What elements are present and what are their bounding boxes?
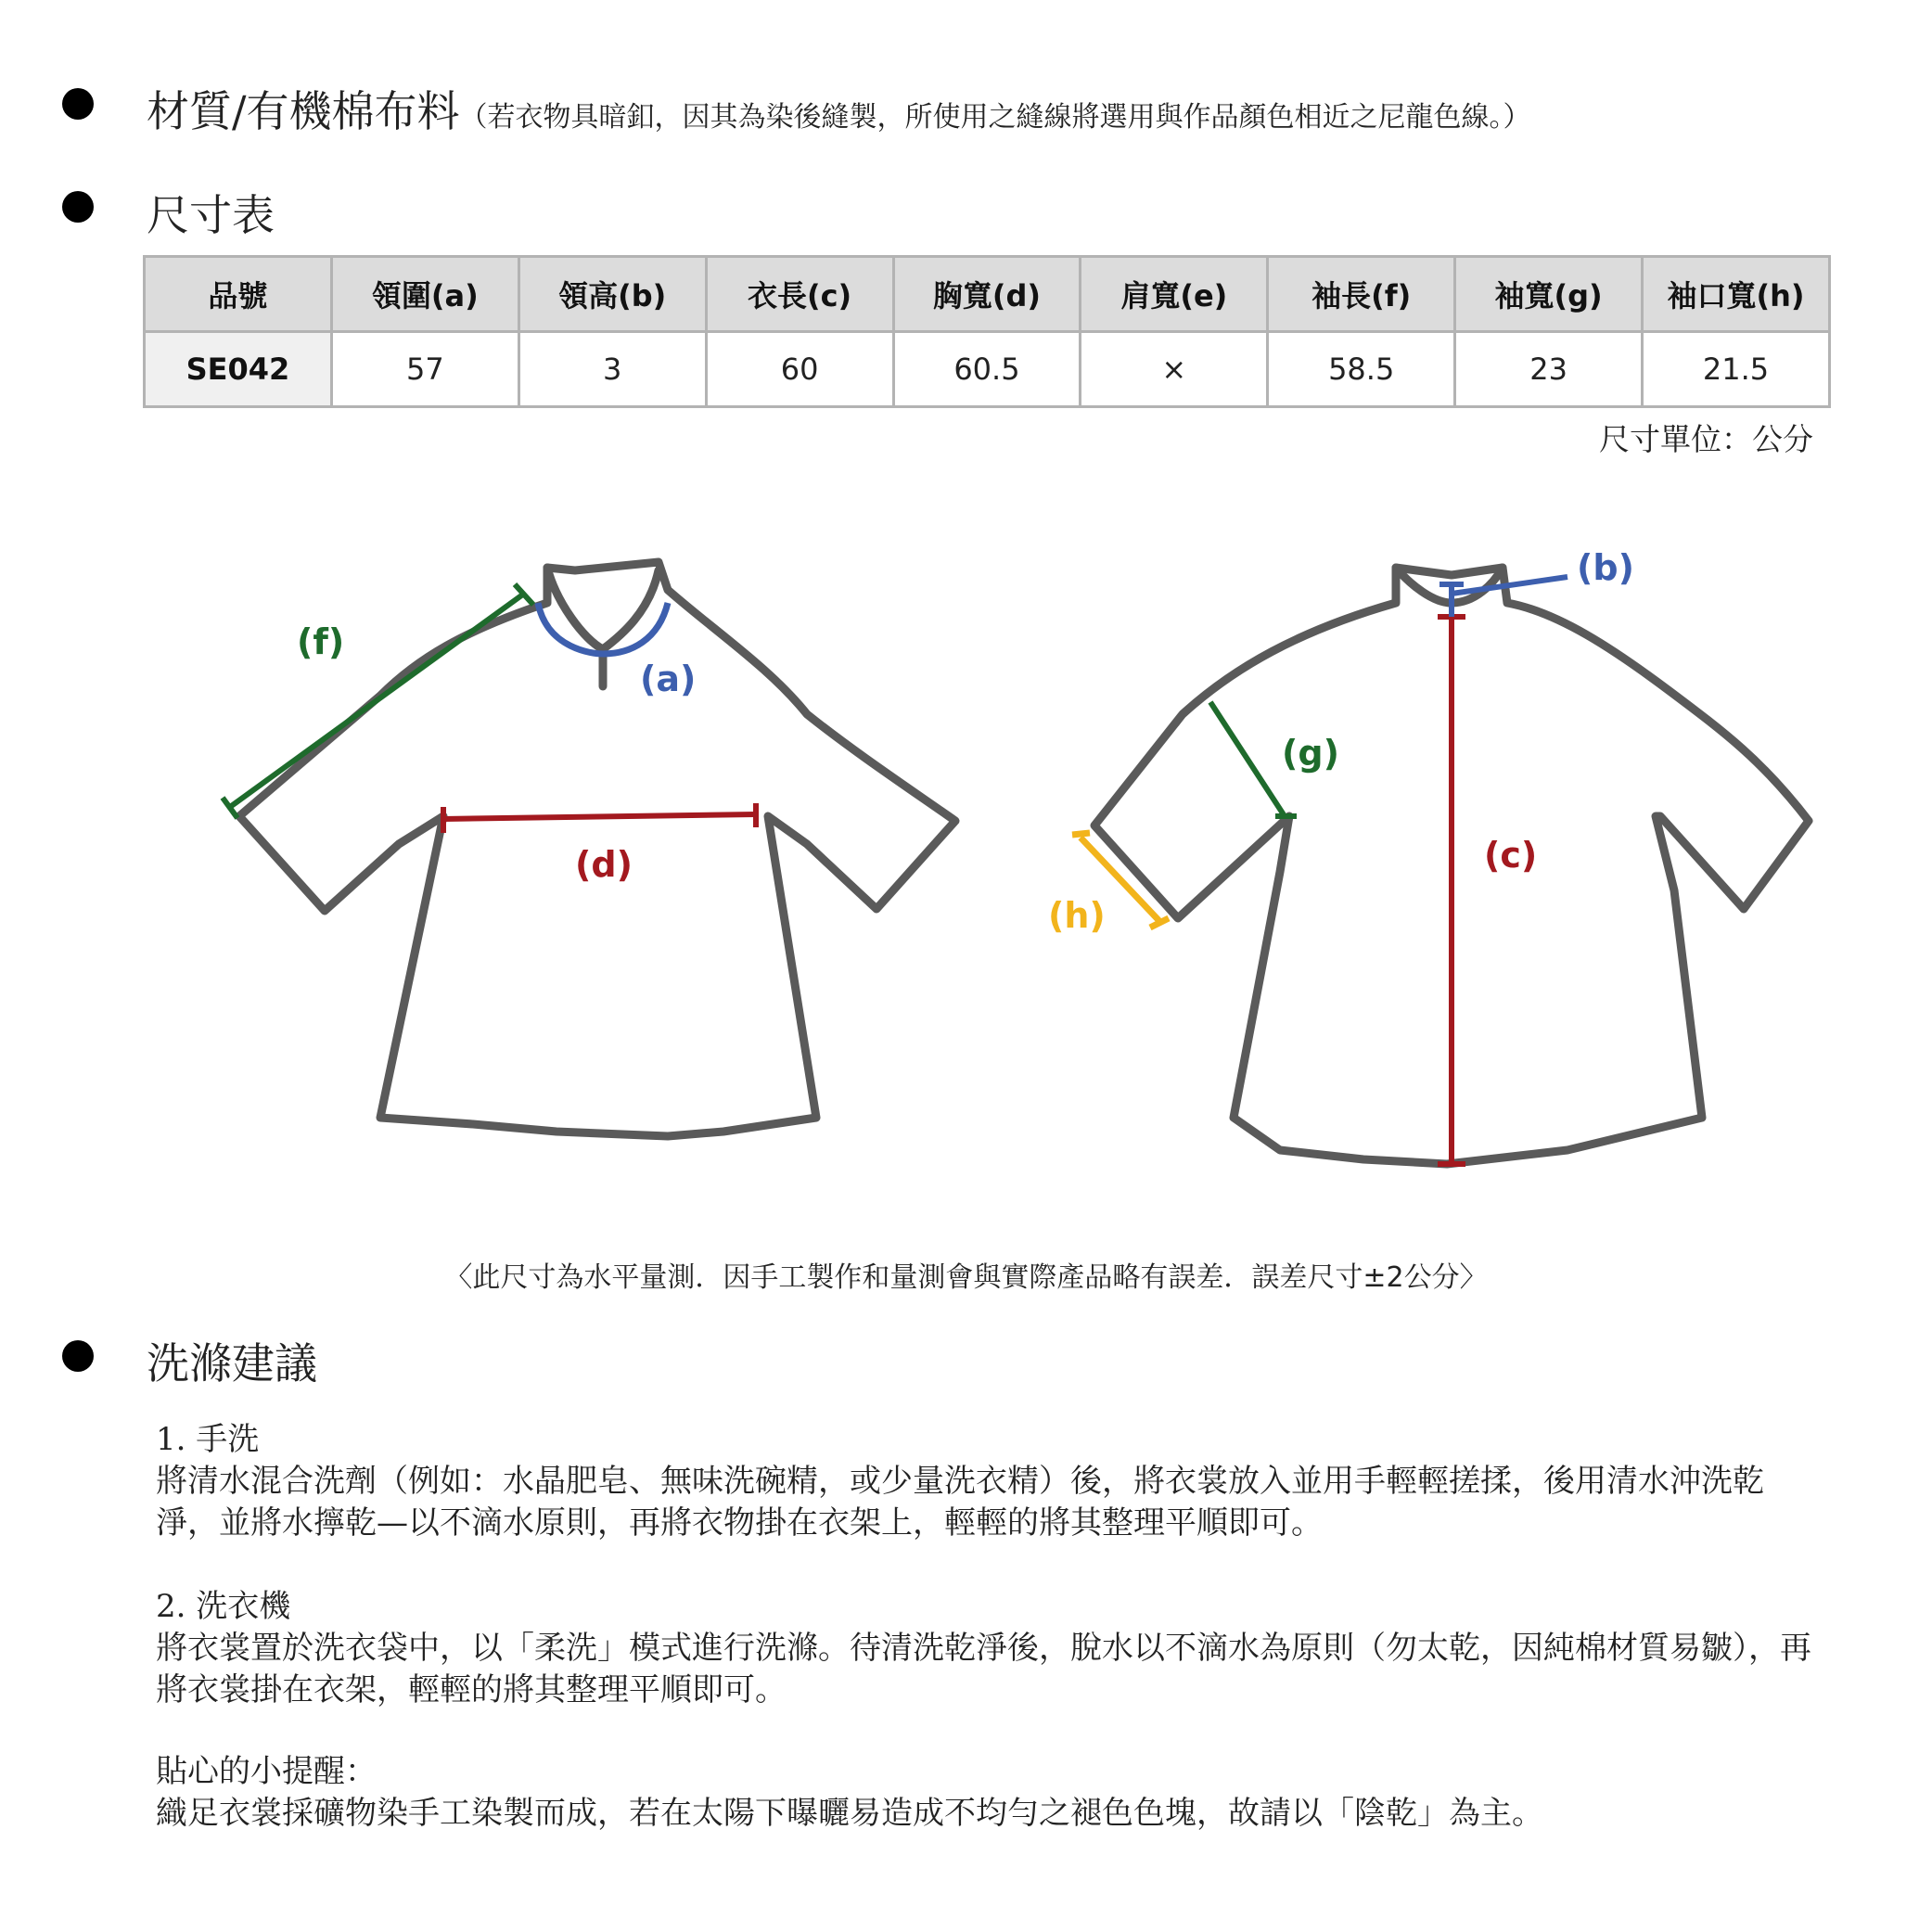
sleeve-length-line (223, 584, 533, 818)
table-header-cell: 衣長(c) (706, 257, 893, 332)
body-length-line (1438, 617, 1465, 1164)
table-header-cell: 袖長(f) (1268, 257, 1455, 332)
label-b: (b) (1577, 547, 1634, 588)
table-header-cell: 袖寬(g) (1455, 257, 1643, 332)
table-header-cell: 胸寬(d) (893, 257, 1081, 332)
table-cell: 23 (1455, 332, 1643, 407)
table-header-cell: 品號 (145, 257, 332, 332)
tip-title: 貼心的小提醒： (156, 1753, 377, 1790)
machine-wash-text: 將衣裳置於洗衣袋中，以「柔洗」模式進行洗滌。待清洗乾淨後，脫水以不滴水為原則（勿太乾，因純棉材質易皺），再將衣裳掛在衣架，輕輕的將其整理平順即可。 (156, 1630, 1811, 1708)
table-header-row (145, 257, 1830, 332)
measurement-diagram (0, 519, 1932, 1206)
label-f: (f) (297, 621, 345, 662)
table-header-cell: 領高(b) (518, 257, 706, 332)
machine-wash-title: 2. 洗衣機 (156, 1588, 291, 1625)
bullet-icon (62, 191, 94, 223)
table-row (145, 332, 1830, 407)
table-cell: × (1081, 332, 1268, 407)
table-cell: 3 (518, 332, 706, 407)
label-d: (d) (575, 844, 633, 885)
label-c: (c) (1484, 835, 1538, 876)
table-cell-code: SE042 (145, 332, 332, 407)
material-title: 材質/有機棉布料 (147, 86, 460, 136)
table-header-cell: 肩寬(e) (1081, 257, 1268, 332)
table-cell: 21.5 (1643, 332, 1830, 407)
size-table (143, 255, 1831, 408)
label-h: (h) (1048, 895, 1106, 936)
chest-width-line (443, 803, 756, 833)
table-header-cell: 領圍(a) (331, 257, 518, 332)
size-chart-title: 尺寸表 (147, 190, 275, 240)
label-a: (a) (640, 659, 697, 699)
bullet-icon (62, 88, 94, 120)
tip-text: 織足衣裳採礦物染手工染製而成，若在太陽下曝曬易造成不均勻之褪色色塊，故請以「陰乾」為主。 (156, 1795, 1543, 1832)
washing-title: 洗滌建議 (147, 1338, 317, 1388)
label-g: (g) (1282, 733, 1339, 774)
table-cell: 58.5 (1268, 332, 1455, 407)
table-cell: 57 (331, 332, 518, 407)
bullet-icon (62, 1340, 94, 1372)
table-cell: 60.5 (893, 332, 1081, 407)
measurement-note: 〈此尺寸為水平量測．因手工製作和量測會與實際產品略有誤差．誤差尺寸±2公分〉 (444, 1261, 1488, 1294)
material-heading (147, 78, 1531, 139)
table-header-cell: 袖口寬(h) (1643, 257, 1830, 332)
size-unit: 尺寸單位：公分 (1599, 421, 1813, 457)
material-note: （若衣物具暗釦，因其為染後縫製，所使用之縫線將選用與作品顏色相近之尼龍色線。） (459, 101, 1531, 134)
table-cell: 60 (706, 332, 893, 407)
hand-wash-text: 將清水混合洗劑（例如：水晶肥皂、無味洗碗精，或少量洗衣精）後，將衣裳放入並用手輕輕搓揉，後用清水沖洗乾淨，並將水擰乾—以不滴水原則，再將衣物掛在衣架上，輕輕的將其整理平順即可。 (156, 1463, 1764, 1542)
hand-wash-title: 1. 手洗 (156, 1421, 260, 1458)
